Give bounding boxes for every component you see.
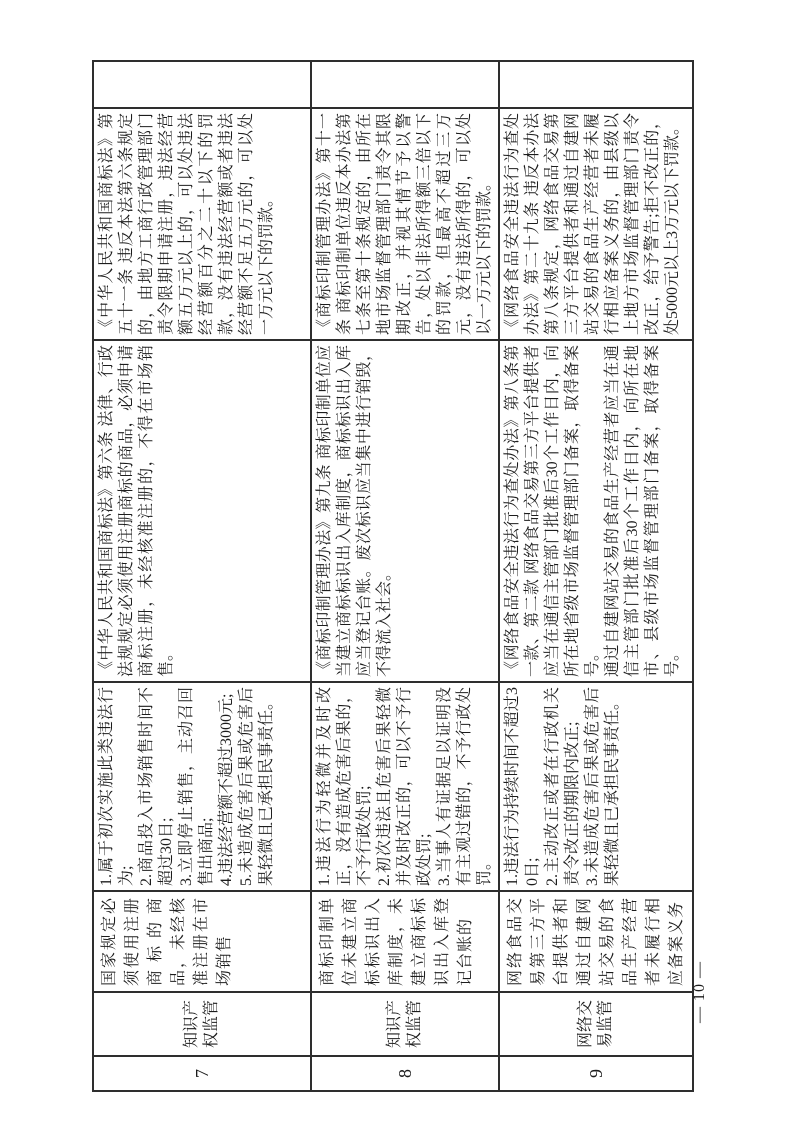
cell-category: 知识产权监管 — [93, 992, 311, 1056]
condition-item: 3.当事人有证据足以证明没有主观过错的，不予行政处罚。 — [436, 687, 493, 886]
legal-basis-paragraph: 通过自建网站交易的食品生产经营者应当在通信主管部门批准后30个工作日内，向所在地市、县级市场监督管理部门备案，取得备案号。 — [604, 345, 681, 677]
cell-legal-basis-obligation — [93, 340, 311, 682]
cell-category: 网络交易监管 — [499, 992, 693, 1056]
condition-item: 4.违法经营额不超过3000元; — [218, 693, 235, 886]
condition-item: 2.初次违法且危害后果轻微并及时改正的，可以不予行政处罚; — [376, 687, 433, 886]
cell-legal-basis-penalty: 《商标印制管理办法》第十一条 商标印制单位违反本办法第七条至第十条规定的，由所在地市场监督管理部门责令其限期改正，并视其情节予以警告，处以非法所得额三倍以下的罚款，但最高不超过三万元，没有违法所得的，可以处以一万元以下的罚款。 — [311, 108, 499, 340]
condition-item: 5.未造成危害后果或危害后果轻微且已承担民事责任。 — [238, 687, 275, 886]
cell-legal-basis-penalty: 《中华人民共和国商标法》第五十一条 违反本法第六条规定的，由地方工商行政管理部门责令限期申请注册，违法经营额五万元以上的，可以处违法经营额百分之二十以下的罚款，没有违法经营额或者违法经营额不足五万元的，可以处一万元以下的罚款。 — [93, 108, 311, 340]
cell-conditions — [311, 682, 499, 891]
legal-basis-paragraph: 《商标印制管理办法》第九条 商标印制单位应当建立商标标识出入库制度，商标标识出入库应当登记台账。废次标识应当集中进行销毁，不得流入社会。 — [316, 345, 393, 677]
condition-item: 2.商品投入市场销售时间不超过30日; — [138, 687, 175, 886]
legal-basis-paragraph: 《中华人民共和国商标法》第六条 法律、行政法规规定必须使用注册商标的商品，必须申请商标注册，未经核准注册的，不得在市场销售。 — [98, 345, 175, 677]
condition-item: 3.未造成危害后果或危害后果轻微且已承担民事责任。 — [584, 687, 621, 886]
condition-item: 1.违法行为持续时间不超过30日; — [504, 687, 541, 886]
cell-legal-basis-obligation — [311, 340, 499, 682]
cell-row-number: 8 — [311, 1056, 499, 1091]
table-row — [93, 61, 311, 1091]
page-number: — 10 — — [691, 961, 708, 1023]
condition-item: 3.立即停止销售，主动召回售出商品; — [178, 687, 215, 886]
table-body — [93, 61, 693, 1091]
table-row — [499, 61, 693, 1091]
table-row — [311, 61, 499, 1091]
cell-conditions — [499, 682, 693, 891]
cell-remark — [311, 61, 499, 108]
cell-conditions — [93, 682, 311, 891]
cell-violation: 国家规定必须使用注册商标的商品，未经核准注册在市场销售 — [93, 891, 311, 992]
cell-legal-basis-penalty: 《网络食品安全违法行为查处办法》第二十九条 违反本办法第八条规定，网络食品交易第三方平台提供者和通过自建网站交易的食品生产经营者未履行相应备案义务的，由县级以上地方市场监督管理部门责令改正，给予警告;拒不改正的，处5000元以上3万元以下罚款。 — [499, 108, 693, 340]
cell-violation: 商标印制单位未建立商标标识出入库制度，未建立商标标识出入库登记台账的 — [311, 891, 499, 992]
condition-item: 1.违法行为轻微并及时改正，没有造成危害后果的，不予行政处罚; — [316, 687, 373, 886]
cell-row-number: 9 — [499, 1056, 693, 1091]
cell-legal-basis-obligation — [499, 340, 693, 682]
cell-row-number: 7 — [93, 1056, 311, 1091]
cell-remark — [93, 61, 311, 108]
cell-category: 知识产权监管 — [311, 992, 499, 1056]
condition-item: 2.主动改正或者在行政机关责令改正的期限内改正; — [544, 687, 581, 886]
penalty-table — [92, 60, 694, 1092]
cell-violation: 网络食品交易第三方平台提供者和通过自建网站交易的食品生产经营者未履行相应备案义务 — [499, 891, 693, 992]
cell-remark — [499, 61, 693, 108]
legal-basis-paragraph: 《网络食品安全违法行为查处办法》第八条第一款、第二款 网络食品交易第三方平台提供者应当在通信主管部门批准后30个工作日内，向所在地省级市场监督管理部门备案，取得备案号。 — [504, 345, 601, 677]
rotated-landscape-area — [92, 62, 684, 1092]
condition-item: 1.属于初次实施此类违法行为; — [98, 687, 135, 886]
